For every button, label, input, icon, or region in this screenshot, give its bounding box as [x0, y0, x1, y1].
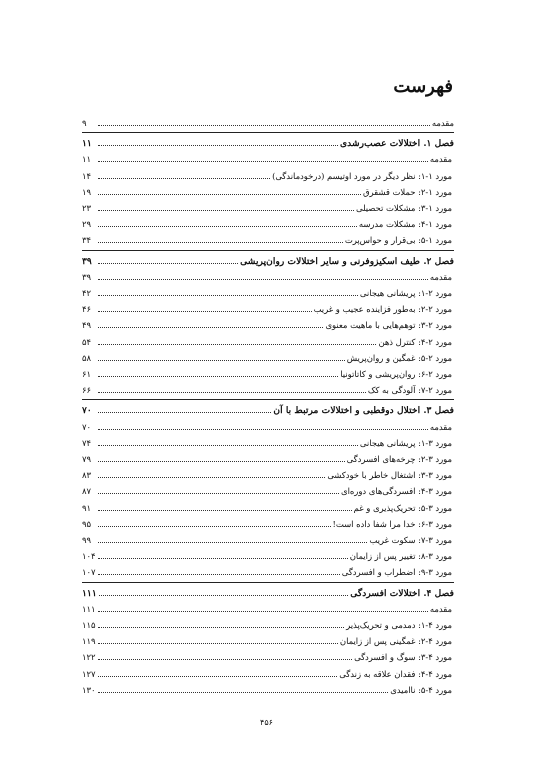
toc-entry-title: مورد ۳-۶: خدا مرا شفا داده است!	[332, 518, 452, 529]
dot-leader	[98, 161, 428, 162]
toc-entry-page-number: ۵۸	[82, 352, 91, 363]
dot-leader	[98, 510, 352, 511]
toc-entry[interactable]	[82, 269, 454, 283]
toc-entry-page-number: ۳۹	[82, 271, 91, 282]
toc-chapter-entry[interactable]	[82, 135, 454, 149]
toc-entry[interactable]	[82, 682, 454, 696]
toc-entry[interactable]	[82, 382, 454, 396]
toc-entry-title: مقدمه	[429, 421, 452, 432]
chapter-divider	[82, 582, 454, 583]
toc-entry-page-number: ۱۱۹	[82, 636, 96, 647]
toc-entry[interactable]	[82, 451, 454, 465]
toc-entry-page-number: ۱۱	[82, 154, 91, 165]
toc-entry-page-number: ۹۵	[82, 518, 91, 529]
toc-entry[interactable]	[82, 115, 454, 129]
dot-leader	[98, 429, 428, 430]
chapter-divider	[82, 132, 454, 133]
toc-entry-title: مورد ۳-۲: چرخه‌های افسردگی	[346, 454, 452, 464]
dot-leader	[98, 125, 430, 126]
toc-entry-page-number: ۱۴	[82, 170, 91, 181]
toc-entry-page-number: ۲۳	[82, 203, 91, 213]
toc-entry[interactable]	[82, 532, 454, 546]
toc-entry[interactable]	[82, 483, 454, 497]
dot-leader	[98, 311, 312, 312]
toc-entry-title: مورد ۲-۳: توهم‌هایی با ماهیت معنوی	[325, 320, 452, 331]
toc-entry-page-number: ۱۰۷	[82, 567, 96, 578]
toc-entry[interactable]	[82, 151, 454, 165]
toc-entry-title: مورد ۴-۲: غمگینی پس از زایمان	[339, 636, 452, 647]
dot-leader	[98, 412, 271, 413]
toc-entry-title: مورد ۳-۴: افسردگی‌های دوره‌ای	[341, 486, 452, 497]
toc-entry-page-number: ۱۱۵	[82, 620, 96, 630]
page-title: فهرست	[393, 76, 453, 97]
toc-entry-title: مورد ۲-۵: غمگین و روان‌پریش	[346, 352, 452, 363]
toc-entry[interactable]	[82, 516, 454, 530]
dot-leader	[98, 643, 338, 644]
toc-entry-page-number: ۴۹	[82, 320, 91, 331]
toc-entry-page-number: ۸۳	[82, 470, 91, 481]
toc-entry[interactable]	[82, 350, 454, 364]
dot-leader	[98, 392, 366, 393]
toc-entry-page-number: ۱۲۲	[82, 652, 96, 663]
toc-entry[interactable]	[82, 168, 454, 182]
toc-entry[interactable]	[82, 601, 454, 615]
dot-leader	[98, 692, 388, 693]
toc-entry[interactable]	[82, 216, 454, 230]
toc-entry-title: مورد ۳-۳: اشتغال خاطر با خودکشی	[327, 470, 452, 481]
toc-entry-page-number: ۹۹	[82, 535, 91, 545]
toc-entry[interactable]	[82, 285, 454, 299]
toc-entry-title: مقدمه	[429, 271, 452, 282]
toc-chapter-entry[interactable]	[82, 585, 454, 599]
dot-leader	[98, 145, 338, 146]
toc-entry[interactable]	[82, 564, 454, 578]
toc-entry-title: مورد ۴-۴: فقدان علاقه به زندگی	[339, 668, 452, 679]
dot-leader	[98, 194, 361, 195]
toc-entry-title: مورد ۱-۳: مشکلات تحصیلی	[356, 203, 452, 213]
toc-entry-page-number: ۸۷	[82, 486, 91, 497]
toc-entry-title: مورد ۱-۲: حملات قشقرق	[363, 186, 452, 197]
toc-entry-page-number: ۶۶	[82, 385, 91, 396]
toc-entry-page-number: ۱۱۱	[82, 603, 96, 614]
toc-entry[interactable]	[82, 649, 454, 663]
toc-entry-title: مورد ۳-۹: اضطراب و افسردگی	[341, 567, 452, 578]
dot-leader	[98, 558, 348, 559]
dot-leader	[99, 595, 348, 596]
dot-leader	[98, 242, 343, 243]
dot-leader	[98, 445, 358, 446]
toc-entry-page-number: ۱۳۰	[82, 684, 96, 695]
dot-leader	[98, 210, 354, 211]
toc-entry-page-number: ۷۹	[82, 454, 91, 464]
toc-entry-page-number: ۶۱	[82, 369, 91, 379]
dot-leader	[98, 477, 325, 478]
toc-entry-page-number: ۲۹	[82, 219, 91, 230]
toc-entry-title: مورد ۴-۵: ناامیدی	[390, 684, 452, 695]
toc-entry[interactable]	[82, 500, 454, 514]
toc-entry-page-number: ۴۲	[82, 288, 91, 298]
toc-entry[interactable]	[82, 666, 454, 680]
toc-entry-title: فصل ۴. اختلالات افسردگی	[350, 587, 454, 599]
toc-entry-page-number: ۵۴	[82, 336, 91, 347]
toc-entry[interactable]	[82, 301, 454, 315]
dot-leader	[98, 327, 323, 328]
dot-leader	[98, 493, 339, 494]
chapter-divider	[82, 399, 454, 400]
dot-leader	[98, 659, 352, 660]
toc-entry-page-number: ۱۱۱	[82, 587, 97, 599]
toc-entry[interactable]	[82, 617, 454, 631]
dot-leader	[98, 360, 345, 361]
toc-entry-page-number: ۷۰	[82, 405, 92, 417]
dot-leader	[98, 263, 238, 264]
toc-entry[interactable]	[82, 366, 454, 380]
toc-entry-title: فصل ۳. اختلال دوقطبی و اختلالات مرتبط با آن	[273, 405, 454, 417]
toc-entry-page-number: ۱۲۷	[82, 668, 96, 679]
toc-entry-page-number: ۳۹	[82, 255, 92, 267]
dot-leader	[98, 178, 270, 179]
toc-entry-title: مقدمه	[429, 603, 452, 614]
dot-leader	[98, 461, 345, 462]
dot-leader	[98, 279, 428, 280]
toc-entry-title: مورد ۲-۱: پریشانی هیجانی	[359, 288, 452, 298]
toc-entry-title: مورد ۳-۷: سکوت غریب	[369, 535, 452, 545]
toc-entry-title: مقدمه	[431, 118, 454, 128]
toc-entry[interactable]	[82, 419, 454, 433]
toc-entry-title: مورد ۳-۵: تحریک‌پذیری و غم	[353, 502, 452, 513]
toc-chapter-entry[interactable]	[82, 402, 454, 416]
toc-entry-title: مورد ۲-۷: آلودگی به کک	[367, 385, 452, 396]
toc-entry-title: مورد ۴-۳: سوگ و افسردگی	[354, 652, 452, 663]
toc-entry-page-number: ۹	[82, 118, 87, 128]
toc-entry-title: مورد ۲-۶: روان‌پریشی و کاتاتونیا	[340, 369, 452, 379]
toc-entry[interactable]	[82, 467, 454, 481]
toc-entry[interactable]	[82, 184, 454, 198]
toc-entry-page-number: ۱۹	[82, 186, 91, 197]
toc-entry-page-number: ۴۶	[82, 304, 91, 315]
toc-entry-title: فصل ۱. اختلالات عصب‌رشدی	[339, 138, 454, 150]
toc-entry-title: مورد ۱-۱: نظر دیگر در مورد اوتیسم (درخودماندگی)	[272, 170, 452, 181]
dot-leader	[98, 376, 338, 377]
toc-entry-page-number: ۷۰	[82, 421, 91, 432]
dot-leader	[98, 676, 337, 677]
toc-entry-title: مورد ۲-۴: کنترل ذهن	[378, 336, 452, 347]
chapter-divider	[82, 250, 454, 251]
toc-entry-page-number: ۱۱	[82, 138, 92, 150]
dot-leader	[98, 611, 428, 612]
toc-entry[interactable]	[82, 232, 454, 246]
dot-leader	[98, 226, 357, 227]
dot-leader	[98, 542, 367, 543]
dot-leader	[98, 295, 358, 296]
toc-entry-page-number: ۱۰۴	[82, 551, 96, 562]
dot-leader	[98, 627, 344, 628]
dot-leader	[98, 526, 331, 527]
toc-entry-title: مورد ۱-۵: بی‌قرار و حواس‌پرت	[344, 235, 452, 246]
toc-entry-title: مورد ۴-۱: دمدمی و تحریک‌پذیر	[346, 620, 452, 630]
page-number-footer: ۴۵۶	[260, 718, 273, 727]
toc-chapter-entry[interactable]	[82, 253, 454, 267]
toc-entry-title: مورد ۲-۲: به‌طور فزاینده عجیب و غریب	[313, 304, 452, 315]
toc-entry-title: مورد ۱-۴: مشکلات مدرسه	[358, 219, 452, 230]
toc-entry-page-number: ۹۱	[82, 502, 91, 513]
dot-leader	[98, 344, 376, 345]
toc-entry[interactable]	[82, 334, 454, 348]
toc-entry[interactable]	[82, 435, 454, 449]
toc-entry-title: مقدمه	[429, 154, 452, 165]
toc-entry-title: مورد ۳-۸: تغییر پس از زایمان	[349, 551, 452, 562]
toc-entry-title: فصل ۲. طیف اسکیزوفرنی و سایر اختلالات روان‌پریشی	[240, 255, 454, 267]
toc-entry[interactable]	[82, 200, 454, 214]
dot-leader	[98, 574, 340, 575]
toc-entry-title: مورد ۳-۱: پریشانی هیجانی	[359, 437, 452, 448]
toc-entry-page-number: ۳۴	[82, 235, 91, 246]
toc-entry[interactable]	[82, 317, 454, 331]
toc-entry-page-number: ۷۴	[82, 437, 91, 448]
toc-entry[interactable]	[82, 633, 454, 647]
toc-entry[interactable]	[82, 548, 454, 562]
